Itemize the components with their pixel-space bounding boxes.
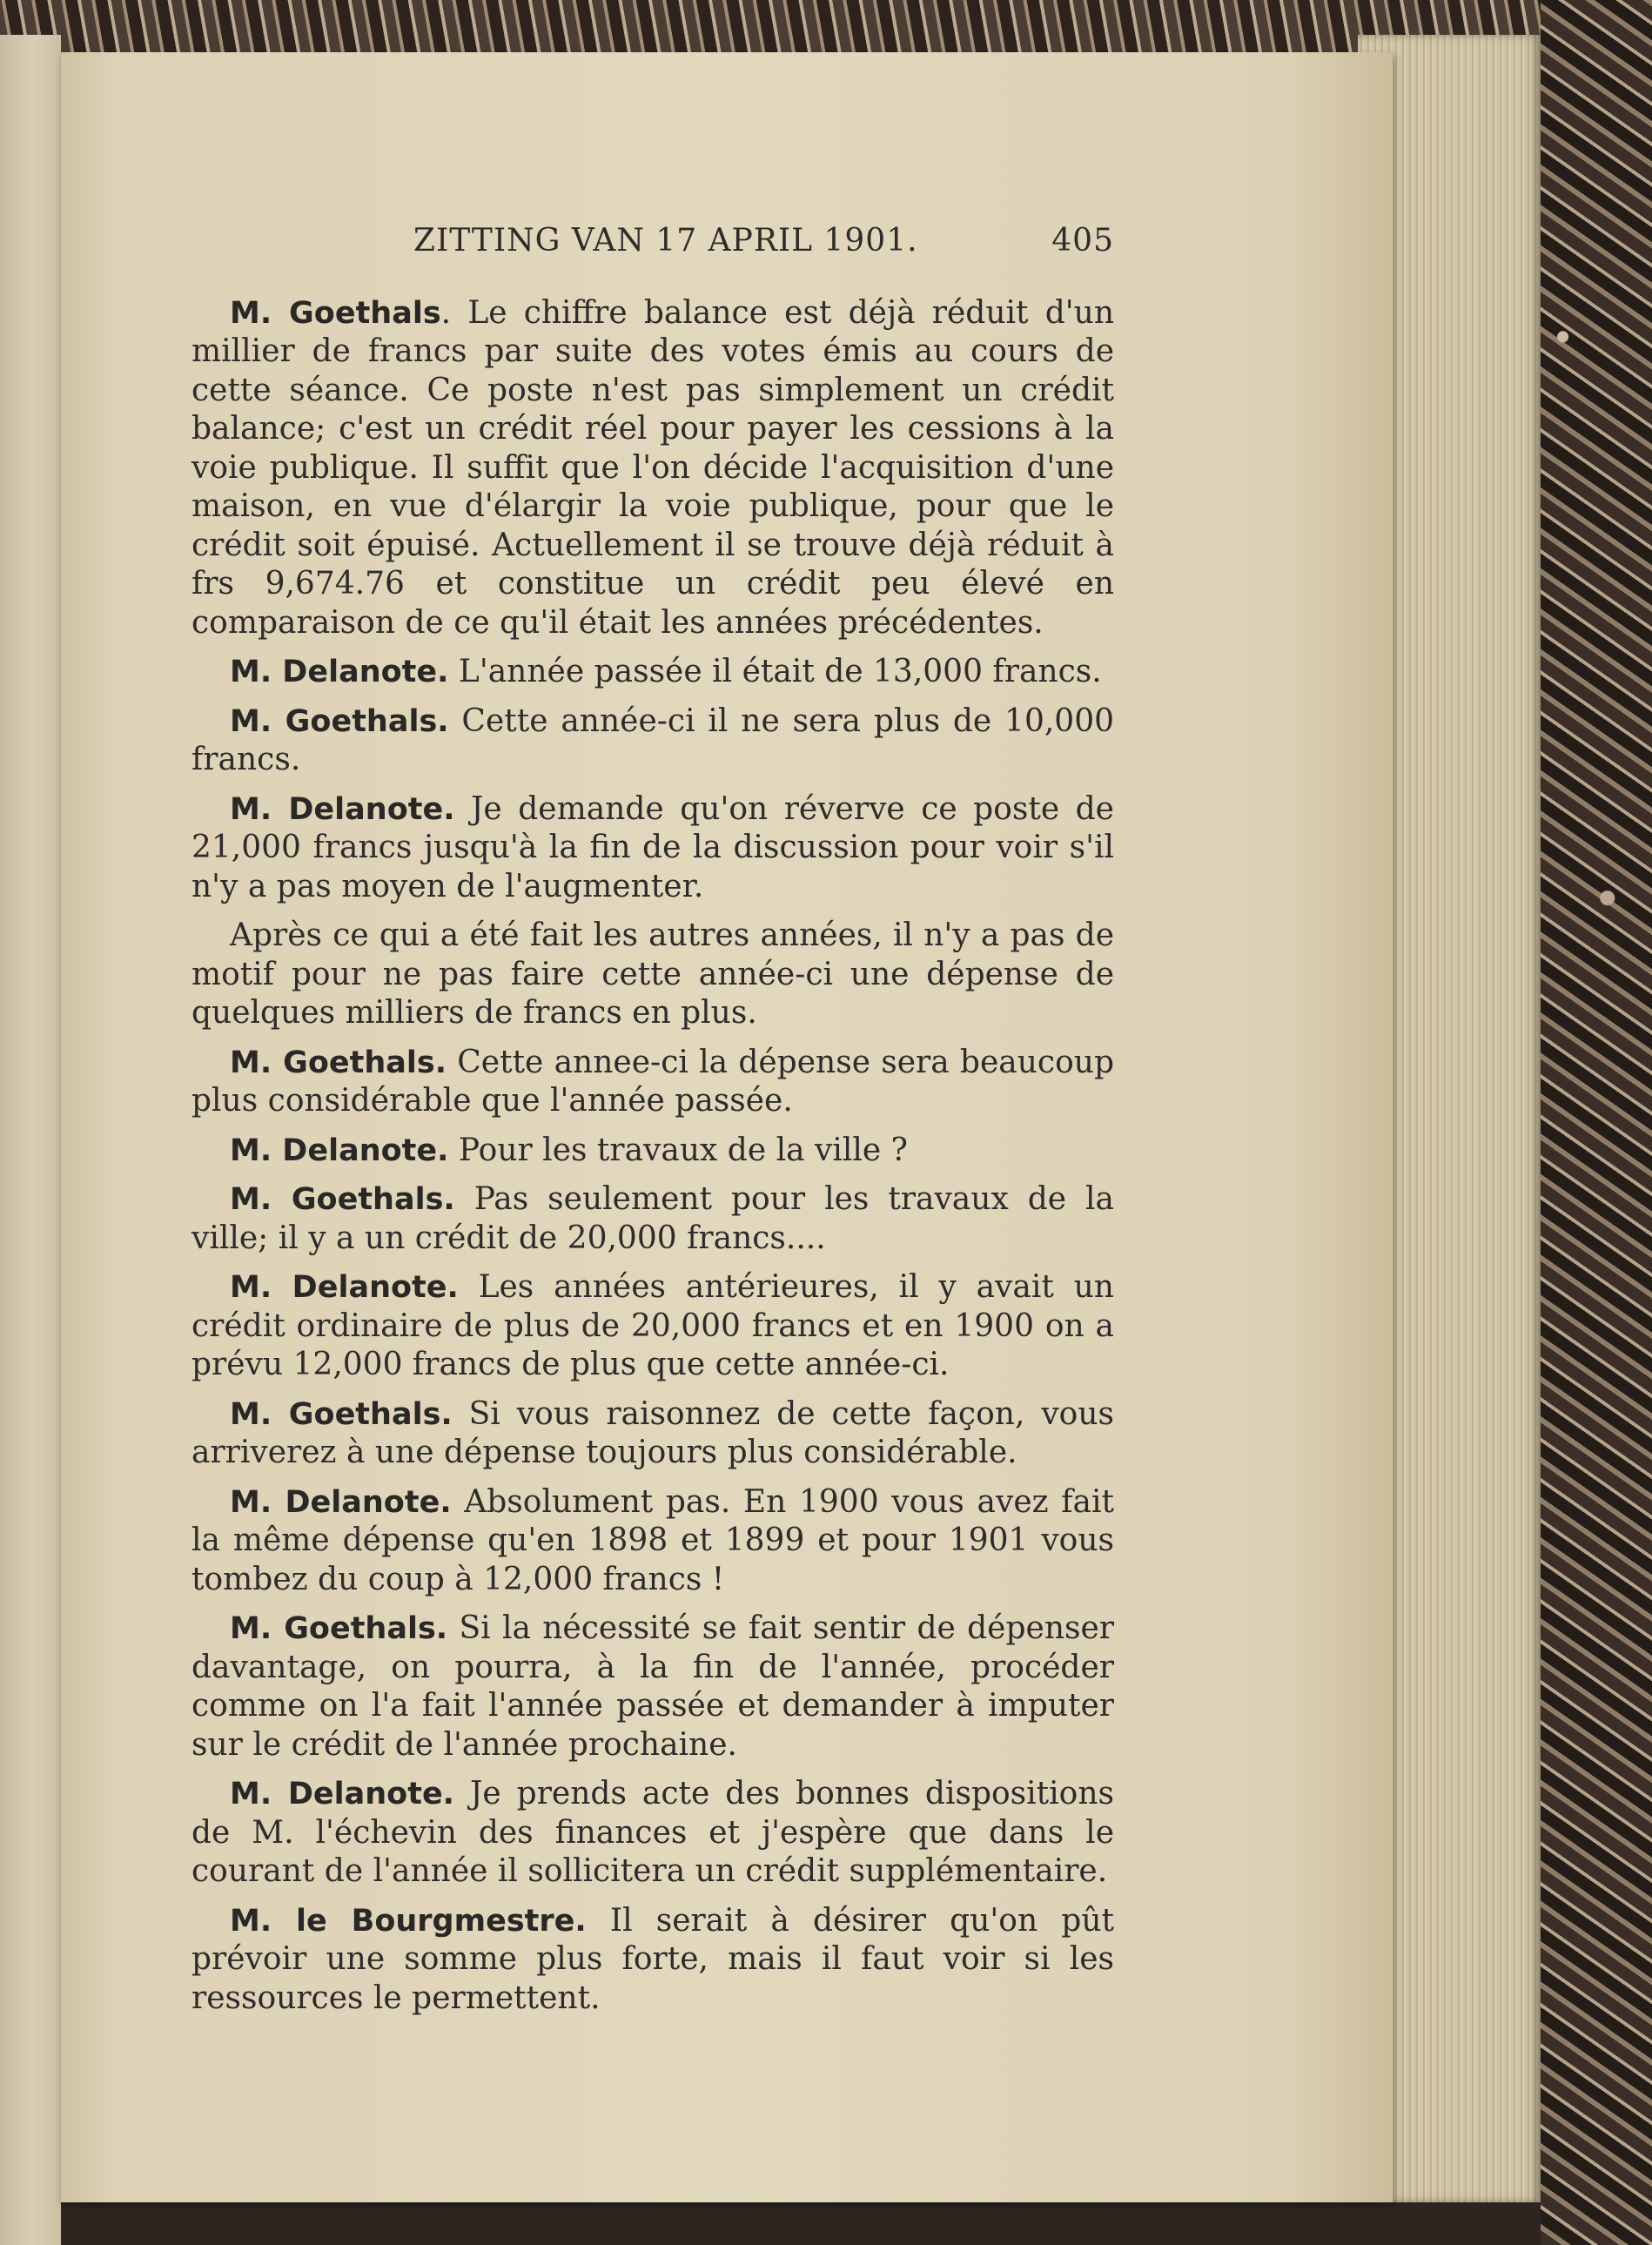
transcript-paragraph <box>191 702 1114 780</box>
paragraph-text: Il serait à désirer qu'on pût prévoir une somme plus forte, mais il faut voir si les ressources le permettent. <box>191 1902 1114 2016</box>
paragraph-text: Je demande qu'on réverve ce poste de 21,000 francs jusqu'à la fin de la discussion pour voir s'il n'y a pas moyen de l'augmenter. <box>191 790 1114 904</box>
transcript-paragraph <box>191 1902 1114 2019</box>
transcript-paragraph <box>191 1132 1114 1171</box>
transcript-body <box>191 294 1114 2019</box>
page-number: 405 <box>1051 223 1114 259</box>
marbled-edge-right <box>1541 0 1652 2245</box>
speaker-name: M. Delanote. <box>230 1484 452 1520</box>
paragraph-text: Le chiffre balance est déjà réduit d'un millier de francs par suite des votes émis au cours de cette séance. Ce poste n'est pas simplement un crédit balance; c'est un crédit réel pour payer les cessions à la voie publique. Il suffit que l'on décide l'acquisition d'une maison, en vue d'élargir la voie publique, pour que le crédit soit épuisé. Actuellement il se trouve déjà réduit à frs 9,674.76 et constitue un crédit peu élevé en comparaison de ce qu'il était les années précédentes. <box>191 294 1115 641</box>
paragraph-text: Si vous raisonnez de cette façon, vous arriverez à une dépense toujours plus considérable. <box>191 1395 1114 1470</box>
paragraph-text: Cette année-ci il ne sera plus de 10,000 francs. <box>191 702 1114 777</box>
paragraph-text: Après ce qui a été fait les autres années, il n'y a pas de motif pour ne pas faire cette année-ci une dépense de quelques milliers de francs en plus. <box>191 917 1114 1031</box>
transcript-paragraph <box>191 1483 1114 1600</box>
paragraph-text: Je prends acte des bonnes dispositions de M. l'échevin des finances et j'espère que dans le courant de l'année il sollicitera un crédit supplémentaire. <box>191 1776 1114 1889</box>
paragraph-text: L'année passée il était de 13,000 francs. <box>458 654 1102 689</box>
paragraph-text: Pas seulement pour les travaux de la ville; il y a un crédit de 20,000 francs.... <box>191 1181 1114 1256</box>
running-title: ZITTING VAN 17 APRIL 1901. <box>413 223 918 259</box>
transcript-paragraph <box>191 1268 1114 1385</box>
speaker-name: M. Goethals. <box>230 1396 453 1432</box>
transcript-paragraph <box>191 653 1114 692</box>
speaker-name: M. Delanote. <box>230 1777 454 1811</box>
transcript-paragraph <box>191 917 1114 1033</box>
speaker-name: M. Goethals <box>230 295 441 331</box>
transcript-paragraph: M. Goethals. Le chiffre balance est déjà réduit d'un millier de francs par suite des votes émis au cours de cette séance. Ce poste n'est pas simplement un crédit balance; c'est un crédit réel pour payer les cessions à la voie publique. Il suffit que l'on décide l'acquisition d'une maison, en vue d'élargir la voie publique, pour que le crédit soit épuisé. Actuellement il se trouve déjà réduit à frs 9,674.76 et constitue un crédit peu élevé en comparaison de ce qu'il était les années précédentes. <box>191 294 1115 641</box>
paragraph-text: Pour les travaux de la ville ? <box>458 1132 908 1168</box>
speaker-name: M. Delanote. <box>230 655 449 689</box>
paragraph-text: Si la nécessité se fait sentir de dépenser davantage, on pourra, à la fin de l'année, procéder comme on l'a fait l'année passée et demander à imputer sur le crédit de l'année prochaine. <box>191 1610 1114 1763</box>
speaker-name: M. Goethals. <box>230 703 449 739</box>
speaker-name: M. Goethals. <box>230 1045 447 1080</box>
left-page-edge <box>0 35 61 2245</box>
transcript-paragraph <box>191 1395 1114 1473</box>
transcript-paragraph <box>191 790 1114 907</box>
speaker-name: M. Delanote. <box>230 1270 459 1305</box>
speaker-name: M. Delanote. <box>230 1133 449 1168</box>
transcript-paragraph <box>191 1180 1114 1258</box>
transcript-paragraph <box>191 1610 1114 1764</box>
paragraph-text: Absolument pas. En 1900 vous avez fait la même dépense qu'en 1898 et 1899 et pour 1901 vous tombez du coup à 12,000 francs ! <box>191 1483 1114 1597</box>
transcript-paragraph <box>191 1044 1114 1121</box>
speaker-name: M. le Bourgmestre. <box>230 1903 587 1939</box>
transcript-paragraph <box>191 1775 1114 1892</box>
speaker-name: M. Delanote. <box>230 791 455 827</box>
page-content <box>191 222 1114 2028</box>
paragraph-text: Les années antérieures, il y avait un crédit ordinaire de plus de 20,000 francs et en 1900 on a prévu 12,000 francs de plus que cette année-ci. <box>191 1269 1114 1382</box>
running-header <box>413 222 1114 261</box>
speaker-name: M. Goethals. <box>230 1182 455 1217</box>
speaker-name: M. Goethals. <box>230 1611 448 1646</box>
paragraph-text: Cette annee-ci la dépense sera beaucoup plus considérable que l'année passée. <box>191 1044 1114 1119</box>
